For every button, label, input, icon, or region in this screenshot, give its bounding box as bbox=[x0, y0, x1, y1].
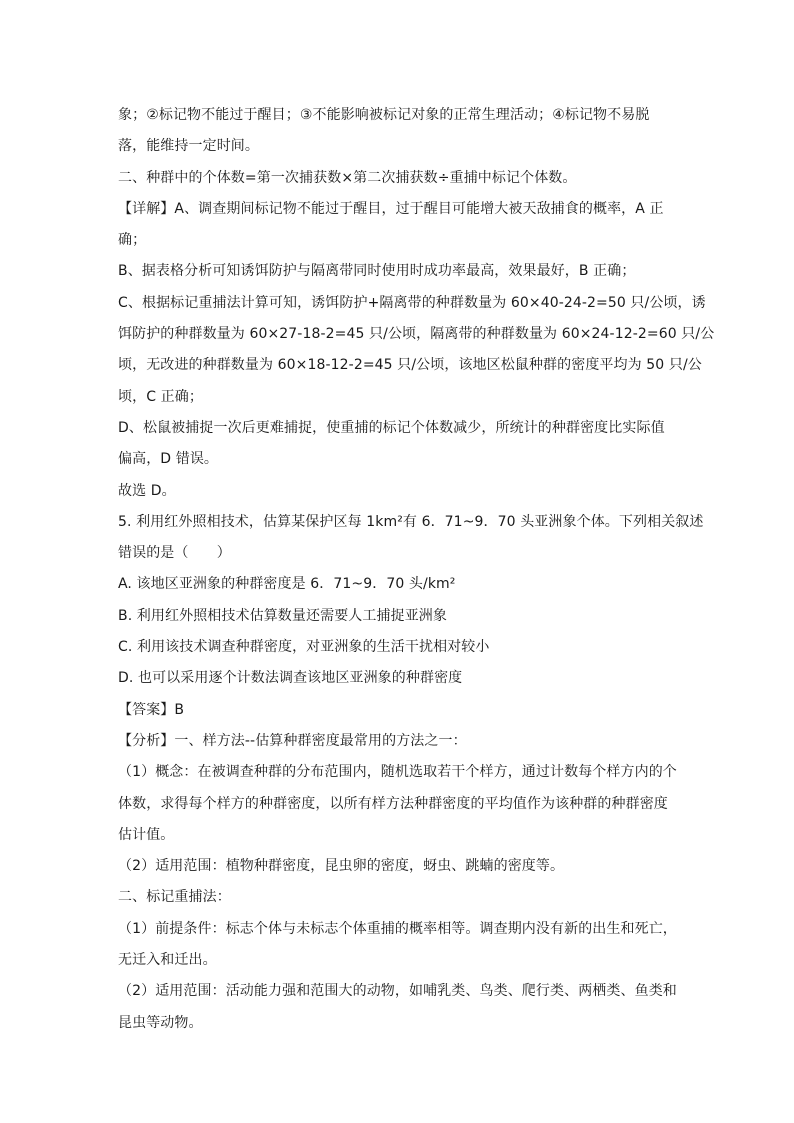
analysis-heading: 【分析】一、样方法--估算种群密度最常用的方法之一： bbox=[118, 732, 467, 749]
text-line: B、据表格分析可知诱饵防护与隔离带同时使用时成功率最高，效果最好，B 正确； bbox=[118, 263, 636, 280]
text-line: 顷，无改进的种群数量为 60×18-12-2=45 只/公顷，该地区松鼠种群的密度平均为 50 只/公 bbox=[118, 357, 702, 374]
option-d: D. 也可以采用逐个计数法调查该地区亚洲象的种群密度 bbox=[118, 670, 463, 687]
text-line: 饵防护的种群数量为 60×27-18-2=45 只/公顷，隔离带的种群数量为 60×24-12-2=60 只/公 bbox=[118, 326, 715, 343]
option-b: B. 利用红外照相技术估算数量还需要人工捕捉亚洲象 bbox=[118, 607, 448, 624]
text-line: 偏高，D 错误。 bbox=[118, 451, 219, 468]
text-line: （1）概念：在被调查种群的分布范围内，随机选取若干个样方，通过计数每个样方内的个 bbox=[118, 764, 677, 781]
text-line: （2）适用范围：活动能力强和范围大的动物，如哺乳类、鸟类、爬行类、两栖类、鱼类和 bbox=[118, 983, 677, 1000]
option-c: C. 利用该技术调查种群密度，对亚洲象的生活干扰相对较小 bbox=[118, 639, 490, 656]
answer-line: 【答案】B bbox=[118, 701, 185, 718]
text-line: 二、种群中的个体数=第一次捕获数×第二次捕获数÷重捕中标记个体数。 bbox=[118, 169, 577, 186]
text-line: 顷，C 正确； bbox=[118, 388, 203, 405]
text-line: D、松鼠被捕捉一次后更难捕捉，使重捕的标记个体数减少，所统计的种群密度比实际值 bbox=[118, 419, 665, 436]
text-line: 确； bbox=[118, 232, 147, 249]
text-line: 落，能维持一定时间。 bbox=[118, 138, 259, 155]
question-stem: 错误的是（ ） bbox=[118, 545, 231, 562]
text-line: C、根据标记重捕法计算可知，诱饵防护+隔离带的种群数量为 60×40-24-2=50 只/公顷，诱 bbox=[118, 294, 706, 311]
document-body bbox=[118, 100, 715, 1039]
text-line: 体数，求得每个样方的种群密度，以所有样方法种群密度的平均值作为该种群的种群密度 bbox=[118, 795, 668, 812]
text-line: 估计值。 bbox=[118, 826, 175, 843]
text-line: （1）前提条件：标志个体与未标志个体重捕的概率相等。调查期内没有新的出生和死亡， bbox=[118, 920, 677, 937]
text-line: 象；②标记物不能过于醒目；③不能影响被标记对象的正常生理活动；④标记物不易脱 bbox=[118, 107, 650, 123]
text-line: 故选 D。 bbox=[118, 482, 176, 499]
text-line: 昆虫等动物。 bbox=[118, 1014, 203, 1031]
text-line: 【详解】A、调查期间标记物不能过于醒目，过于醒目可能增大被天敌捕食的概率，A 正 bbox=[118, 200, 664, 217]
text-line: 二、标记重捕法： bbox=[118, 889, 231, 906]
text-line: 无迁入和迁出。 bbox=[118, 952, 217, 969]
text-line: （2）适用范围：植物种群密度，昆虫卵的密度，蚜虫、跳蝻的密度等。 bbox=[118, 858, 565, 875]
option-a: A. 该地区亚洲象的种群密度是 6．71~9．70 头/km² bbox=[118, 576, 456, 593]
question-stem: 5. 利用红外照相技术，估算某保护区每 1km²有 6．71~9．70 头亚洲象个体。下列相关叙述 bbox=[118, 513, 704, 530]
